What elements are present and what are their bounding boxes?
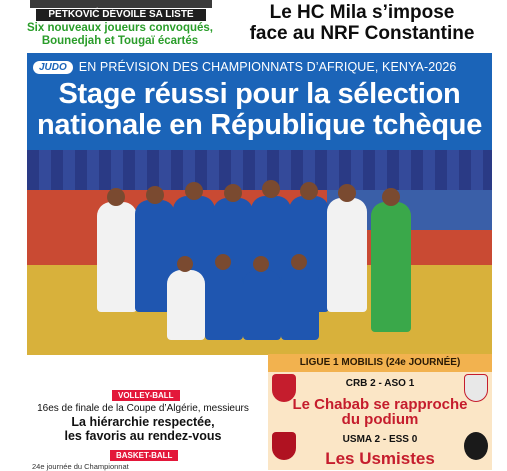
judoka-head [338,184,356,202]
top-right-headline [224,2,500,44]
top-left-subhead-line2: Bounedjah et Tougaï écartés [41,35,199,47]
match1-headline [268,397,492,427]
judoka-head [253,256,269,272]
judoka-figure [205,268,243,340]
main-title-line1: Stage réussi pour la sélection [58,78,461,110]
judoka-head [215,254,231,270]
top-strip [0,0,507,52]
judoka-head [382,188,400,206]
photo-stands [27,150,492,190]
match1-headline-line1: Le Chabab se rapproche [292,396,468,413]
judoka-figure [281,268,319,340]
judoka-figure [167,270,205,340]
basket-kicker: 24e journée du Championnat [32,462,129,471]
judoka-head [224,184,242,202]
section-tag-volley: VOLLEY-BALL [112,390,180,401]
judoka-head [177,256,193,272]
match2-headline: Les Usmistes [325,449,435,468]
main-title [27,79,492,141]
ligue-header: LIGUE 1 MOBILIS (24e JOURNÉE) [268,354,492,372]
top-left-label: PETKOVIĆ DÉVOILE SA LISTE [36,9,206,21]
top-left-photo [30,0,212,8]
judoka-head [146,186,164,204]
judoka-figure [371,202,411,332]
judoka-figure [243,270,281,340]
judoka-head [300,182,318,200]
judoka-head [262,180,280,198]
section-tag-basket: BASKET-BALL [110,450,178,461]
volley-headline-line1: La hiérarchie respectée, [71,415,215,429]
top-right-headline-line1: Le HC Mila s’impose [269,2,455,23]
kicker-text: EN PRÉVISION DES CHAMPIONNATS D’AFRIQUE, KENYA-2026 [78,60,457,74]
kicker [33,59,456,75]
match1-headline-line2: du podium [341,411,419,428]
volley-box [30,388,256,470]
section-tag-judo: JUDO [33,61,73,74]
judoka-figure [97,202,137,312]
top-left-subhead-line1: Six nouveaux joueurs convoqués, [27,22,213,34]
judoka-head [291,254,307,270]
top-right-headline-line2: face au NRF Constantine [249,23,475,44]
top-left-subhead [22,22,218,48]
main-headline-panel [27,53,492,150]
match2-score: USMA 2 - ESS 0 [342,434,418,445]
volley-headline [30,415,256,443]
judoka-figure [327,198,367,312]
volley-kicker: 16es de finale de la Coupe d’Algérie, messieurs [37,403,249,414]
ligue-box [268,354,492,470]
judoka-head [107,188,125,206]
team-photo [27,150,492,355]
match1-score: CRB 2 - ASO 1 [345,378,415,389]
volley-headline-line2: les favoris au rendez-vous [64,429,222,443]
judoka-head [185,182,203,200]
main-title-line2: nationale en République tchèque [36,109,483,141]
